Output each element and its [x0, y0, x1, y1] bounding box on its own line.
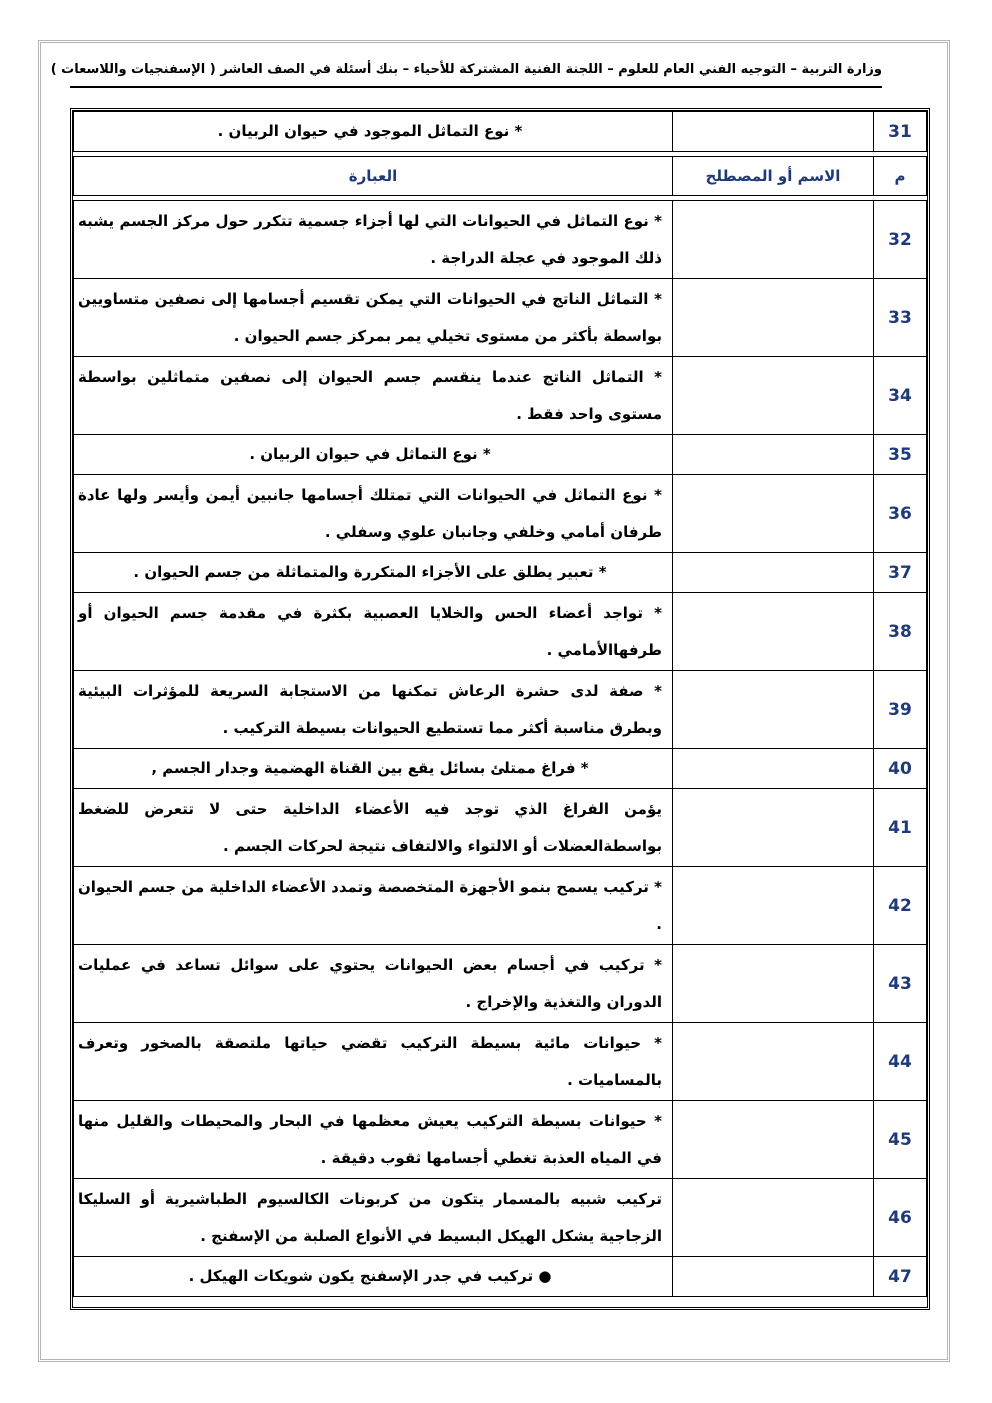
- row-number: 46: [874, 1179, 927, 1257]
- row-statement: * تعبير يطلق على الأجزاء المتكررة والمتماثلة من جسم الحيوان .: [74, 553, 673, 593]
- answer-cell[interactable]: [673, 789, 874, 867]
- table-row: [74, 867, 927, 945]
- row-number: 34: [874, 357, 927, 435]
- row-statement: * التماثل الناتج في الحيوانات التي يمكن تقسيم أجسامها إلى نصفين متساويين بواسطة بأكثر من مستوى تخيلي يمر بمركز جسم الحيوان .: [74, 279, 673, 357]
- table-row: [74, 1179, 927, 1257]
- row-number: 44: [874, 1023, 927, 1101]
- row-statement: * تواجد أعضاء الحس والخلايا العصبية بكثرة في مقدمة جسم الحيوان أو طرفهاالأمامي .: [74, 593, 673, 671]
- table-row: [74, 475, 927, 553]
- row-number: 41: [874, 789, 927, 867]
- answer-cell[interactable]: [673, 1257, 874, 1297]
- header-row: [74, 157, 927, 196]
- column-header-statement: العبارة: [74, 157, 673, 196]
- table-row: [74, 279, 927, 357]
- row-statement: تركيب شبيه بالمسمار يتكون من كربونات الكالسيوم الطباشيرية أو السليكا الزجاجية يشكل الهيكل البسيط في الأنواع الصلبة من الإسفنج .: [74, 1179, 673, 1257]
- answer-cell[interactable]: [673, 201, 874, 279]
- table-row: [74, 1023, 927, 1101]
- row-statement: * صفة لدى حشرة الرعاش تمكنها من الاستجابة السريعة للمؤثرات البيئية وبطرق مناسبة أكثر مما تستطيع الحيوانات بسيطة التركيب .: [74, 671, 673, 749]
- row-number: 42: [874, 867, 927, 945]
- row-number: 35: [874, 435, 927, 475]
- answer-cell[interactable]: [673, 1023, 874, 1101]
- table-row: [74, 112, 927, 152]
- table-row: [74, 789, 927, 867]
- row-statement: * تركيب يسمح بنمو الأجهزة المتخصصة وتمدد الأعضاء الداخلية من جسم الحيوان .: [74, 867, 673, 945]
- answer-cell[interactable]: [673, 357, 874, 435]
- table-row: [74, 357, 927, 435]
- row-statement: ● تركيب في جدر الإسفنج يكون شويكات الهيكل .: [74, 1257, 673, 1297]
- row-number: 43: [874, 945, 927, 1023]
- table-row: [74, 593, 927, 671]
- row-statement: * فراغ ممتلئ بسائل يقع بين القناة الهضمية وجدار الجسم ,: [74, 749, 673, 789]
- answer-cell[interactable]: [673, 671, 874, 749]
- answer-cell[interactable]: [673, 475, 874, 553]
- table-row: [74, 749, 927, 789]
- column-header-number: م: [874, 157, 927, 196]
- row-number: 39: [874, 671, 927, 749]
- column-header-term: الاسم أو المصطلح: [673, 157, 874, 196]
- answer-cell[interactable]: [673, 279, 874, 357]
- row-statement: * تركيب في أجسام بعض الحيوانات يحتوي على سوائل تساعد في عمليات الدوران والتغذية والإخراج .: [74, 945, 673, 1023]
- row-number: 37: [874, 553, 927, 593]
- row-statement: * التماثل الناتج عندما ينقسم جسم الحيوان إلى نصفين متماثلين بواسطة مستوى واحد فقط .: [74, 357, 673, 435]
- table-row: [74, 1101, 927, 1179]
- row-number: 47: [874, 1257, 927, 1297]
- table-row: [74, 435, 927, 475]
- answer-cell[interactable]: [673, 749, 874, 789]
- page-header: وزارة التربية – التوجيه الفني العام للعلوم – اللجنة الفنية المشتركة للأحياء – بنك أسئلة في الصف العاشر ( الإسفنجيات واللاسعات ): [70, 62, 882, 88]
- answer-cell[interactable]: [673, 553, 874, 593]
- answer-cell[interactable]: [673, 112, 874, 152]
- row-statement: * نوع التماثل الموجود في حيوان الربيان .: [74, 112, 673, 152]
- row-statement: * حيوانات بسيطة التركيب يعيش معظمها في البحار والمحيطات والقليل منها في المياه العذبة تغطي أجسامها ثقوب دقيقة .: [74, 1101, 673, 1179]
- row-statement: * حيوانات مائية بسيطة التركيب تقضي حياتها ملتصقة بالصخور وتعرف بالمساميات .: [74, 1023, 673, 1101]
- answer-cell[interactable]: [673, 593, 874, 671]
- table-row: [74, 201, 927, 279]
- row-statement: * نوع التماثل في الحيوانات التي تمتلك أجسامها جانبين أيمن وأيسر ولها عادة طرفان أمامي وخلفي وجانبان علوي وسفلي .: [74, 475, 673, 553]
- row-number: 31: [874, 112, 927, 152]
- table-row: [74, 945, 927, 1023]
- answer-cell[interactable]: [673, 867, 874, 945]
- row-number: 32: [874, 201, 927, 279]
- row-number: 38: [874, 593, 927, 671]
- answer-cell[interactable]: [673, 435, 874, 475]
- table-row: [74, 671, 927, 749]
- row-statement: * نوع التماثل في حيوان الربيان .: [74, 435, 673, 475]
- answer-cell[interactable]: [673, 945, 874, 1023]
- row-number: 45: [874, 1101, 927, 1179]
- answer-cell[interactable]: [673, 1101, 874, 1179]
- row-number: 40: [874, 749, 927, 789]
- questions-table: [70, 108, 930, 1310]
- row-number: 33: [874, 279, 927, 357]
- row-number: 36: [874, 475, 927, 553]
- table-row: [74, 553, 927, 593]
- row-statement: * نوع التماثل في الحيوانات التي لها أجزاء جسمية تتكرر حول مركز الجسم يشبه ذلك الموجود في عجلة الدراجة .: [74, 201, 673, 279]
- table-row: [74, 1257, 927, 1297]
- answer-cell[interactable]: [673, 1179, 874, 1257]
- row-statement: يؤمن الفراغ الذي توجد فيه الأعضاء الداخلية حتى لا تتعرض للضغط بواسطةالعضلات أو الالتواء والالتفاف نتيجة لحركات الجسم .: [74, 789, 673, 867]
